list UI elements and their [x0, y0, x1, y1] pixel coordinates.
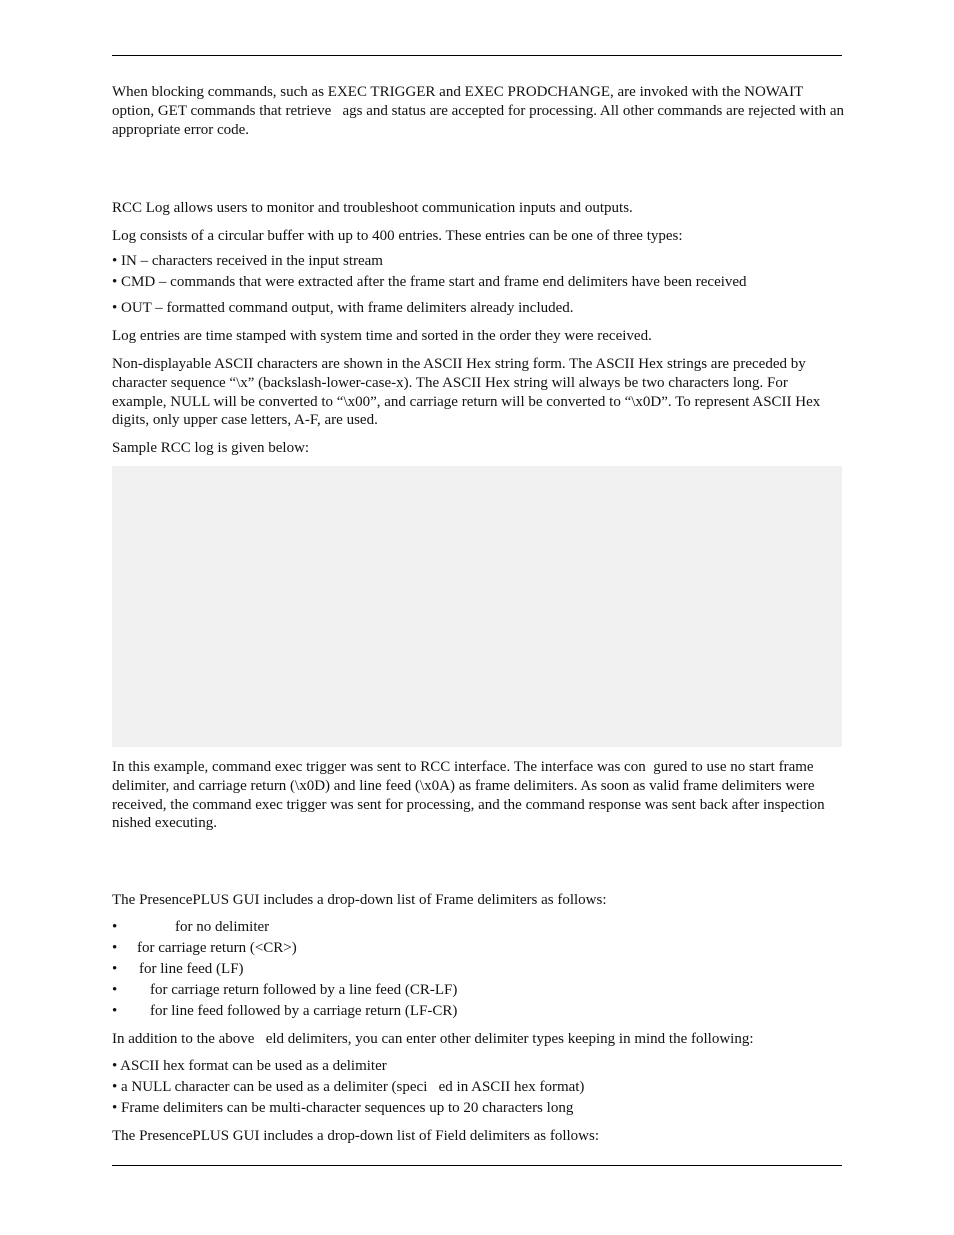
- list-item: for carriage return followed by a line feed (CR-LF): [150, 982, 458, 998]
- list-bullet: •: [112, 940, 118, 956]
- bottom-rule: [112, 1165, 842, 1166]
- addition-paragraph: In addition to the above eld delimiters, you can enter other delimiter types keeping in mind the following:: [112, 1031, 754, 1047]
- list-item: for carriage return (<CR>): [137, 940, 297, 956]
- blocking-paragraph: When blocking commands, such as EXEC TRIGGER and EXEC PRODCHANGE, are invoked with the NOWAIT option, GET commands that retrieve ags and status are accepted for processing. All other commands are rejected with an appropriate error code.: [112, 84, 848, 138]
- rcc-log-intro: RCC Log allows users to monitor and troubleshoot communication inputs and outputs.: [112, 200, 633, 216]
- rule-item: • ASCII hex format can be used as a delimiter: [112, 1058, 387, 1074]
- list-item: for line feed (LF): [139, 961, 244, 977]
- top-rule: [112, 55, 842, 56]
- rule-item: • a NULL character can be used as a delimiter (speci ed in ASCII hex format): [112, 1079, 585, 1095]
- list-bullet: •: [112, 919, 118, 935]
- hex-paragraph: Non-displayable ASCII characters are shown in the ASCII Hex string form. The ASCII Hex strings are preceded by character sequence “\x” (backslash-lower-case-x). The ASCII Hex string will always be two characters long. For example, NULL will be converted to “\x00”, and carriage return will be converted to “\x0D”. To represent ASCII Hex digits, only upper case letters, A-F, are used.: [112, 356, 825, 429]
- list-bullet: •: [112, 1003, 118, 1019]
- type-item-in: • IN – characters received in the input stream: [112, 253, 383, 269]
- list-bullet: •: [112, 961, 118, 977]
- example-paragraph: In this example, command exec trigger was sent to RCC interface. The interface was con gured to use no start frame delimiter, and carriage return (\x0D) and line feed (\x0A) as frame delimiters. As soon as valid frame delimiters were received, the command exec trigger was sent for processing, and the command response was sent back after inspection nished executing.: [112, 759, 836, 832]
- frame-delimiters-intro: The PresencePLUS GUI includes a drop-down list of Frame delimiters as follows:: [112, 892, 607, 908]
- list-item: for line feed followed by a carriage return (LF-CR): [150, 1003, 458, 1019]
- timestamp-paragraph: Log entries are time stamped with system time and sorted in the order they were received.: [112, 328, 652, 344]
- list-item: for no delimiter: [175, 919, 270, 935]
- field-delimiters-intro: The PresencePLUS GUI includes a drop-down list of Field delimiters as follows:: [112, 1128, 600, 1144]
- rule-item: • Frame delimiters can be multi-character sequences up to 20 characters long: [112, 1100, 574, 1116]
- type-item-out: • OUT – formatted command output, with frame delimiters already included.: [112, 300, 574, 316]
- type-item-cmd: • CMD – commands that were extracted after the frame start and frame end delimiters have been received: [112, 274, 747, 290]
- sample-log-box: [112, 466, 842, 747]
- sample-log-intro: Sample RCC log is given below:: [112, 440, 310, 456]
- list-bullet: •: [112, 982, 118, 998]
- buffer-paragraph: Log consists of a circular buffer with up to 400 entries. These entries can be one of three types:: [112, 228, 683, 244]
